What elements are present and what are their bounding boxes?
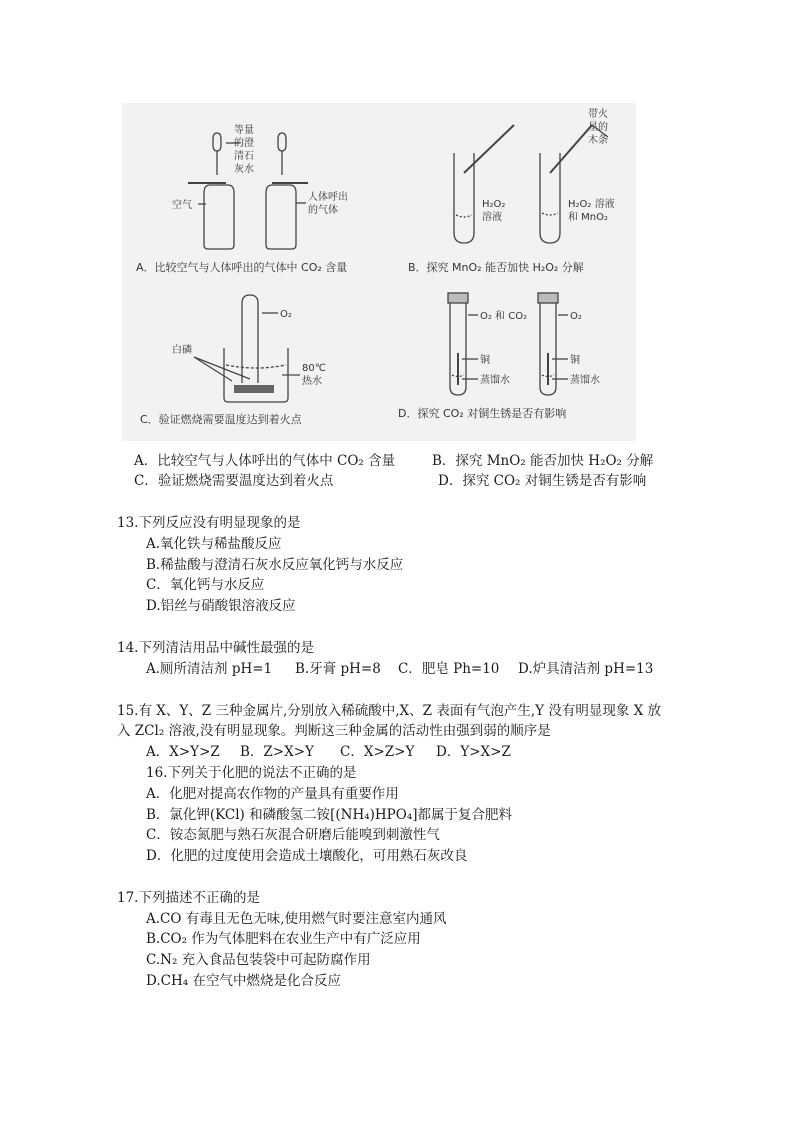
q16-stem: 16.下列关于化肥的说法不正确的是 — [146, 765, 357, 781]
q17-stem: 17.下列描述不正确的是 — [117, 890, 260, 906]
q15-stem-line-2: 入 ZCl₂ 溶液,没有明显现象。判断这三种金属的活动性由强到弱的顺序是 — [117, 723, 551, 739]
d-label-o2: O₂ — [570, 311, 582, 322]
b-label-mix-2: 和 MnO₂ — [568, 212, 609, 223]
a-label-exhaled-1: 人体呼出 — [308, 192, 348, 203]
d-label-water-2: 蒸馏水 — [570, 375, 600, 386]
a-label-air: 空气 — [172, 200, 192, 211]
d-label-water-1: 蒸馏水 — [480, 375, 510, 386]
c-label-temp: 80℃ — [302, 363, 326, 374]
d-label-cu-1: 铜 — [480, 355, 490, 366]
b-label-h2o2-2: 溶液 — [482, 212, 502, 223]
q15-option-d: D．Y>X>Z — [436, 744, 511, 760]
q13-option-b: B.稀盐酸与澄清石灰水反应氧化钙与水反应 — [146, 557, 404, 573]
q13-option-c: C．氧化钙与水反应 — [146, 577, 265, 593]
q17-option-d: D.CH₄ 在空气中燃烧是化合反应 — [146, 973, 341, 989]
q12-option-c: C．验证燃烧需要温度达到着火点 — [134, 473, 334, 489]
q14-option-c: C．肥皂 Ph=10 — [398, 661, 500, 677]
q17-option-c: C.N₂ 充入食品包装袋中可起防腐作用 — [146, 952, 371, 968]
d-label-cu-2: 铜 — [570, 355, 580, 366]
q12-option-d: D．探究 CO₂ 对铜生锈是否有影响 — [438, 473, 647, 489]
a-label-exhaled-2: 的气体 — [308, 205, 338, 216]
q13-option-a: A.氧化铁与稀盐酸反应 — [146, 536, 282, 552]
q17-option-a: A.CO 有毒且无色无味,使用燃气时要注意室内通风 — [146, 911, 447, 927]
q15-option-b: B．Z>X>Y — [240, 744, 314, 760]
q15-option-c: C．X>Z>Y — [340, 744, 415, 760]
experiment-diagrams — [122, 103, 636, 441]
q14-stem: 14.下列清洁用品中碱性最强的是 — [117, 640, 314, 656]
q13-option-d: D.铝丝与硝酸银溶液反应 — [146, 598, 296, 614]
q15-stem-line-1: 15.有 X、Y、Z 三种金属片,分别放入稀硫酸中,X、Z 表面有气泡产生,Y 没有明显现象 X 放 — [117, 703, 662, 719]
d-label-o2-co2: O₂ 和 CO₂ — [480, 311, 528, 322]
q16-option-d: D．化肥的过度使用会造成土壤酸化，可用熟石灰改良 — [146, 848, 468, 864]
q14-option-a: A.厕所清洁剂 pH=1 — [146, 661, 273, 677]
a-label-equal: 等量 — [234, 125, 254, 136]
b-label-splint-3: 木条 — [588, 135, 608, 146]
experiment-figure — [122, 103, 636, 441]
b-label-h2o2-1: H₂O₂ — [482, 199, 506, 210]
a-label-clear: 清石 — [234, 151, 254, 162]
q14-option-d: D.炉具清洁剂 pH=13 — [518, 661, 654, 677]
c-label-white-p: 白磷 — [172, 345, 192, 356]
caption-b: B．探究 MnO₂ 能否加快 H₂O₂ 分解 — [408, 261, 584, 274]
q16-option-c: C．铵态氮肥与熟石灰混合研磨后能嗅到刺激性气 — [146, 827, 440, 843]
b-label-splint-1: 带火 — [588, 109, 608, 120]
q14-option-b: B.牙膏 pH=8 — [295, 661, 381, 677]
caption-c: C．验证燃烧需要温度达到着火点 — [140, 413, 302, 426]
a-label-lime: 灰水 — [234, 164, 254, 175]
b-label-splint-2: 星的 — [588, 122, 608, 133]
c-label-hot-water: 热水 — [302, 376, 322, 387]
q16-option-b: B．氯化钾(KCl) 和磷酸氢二铵[(NH₄)HPO₄]都属于复合肥料 — [146, 807, 513, 823]
caption-d: D．探究 CO₂ 对铜生锈是否有影响 — [398, 407, 567, 420]
panel-b-apparatus — [454, 125, 608, 243]
q13-stem: 13.下列反应没有明显现象的是 — [117, 515, 301, 531]
q12-option-b: B．探究 MnO₂ 能否加快 H₂O₂ 分解 — [432, 453, 654, 469]
q12-option-a: A．比较空气与人体呼出的气体中 CO₂ 含量 — [134, 453, 396, 469]
q16-option-a: A．化肥对提高农作物的产量具有重要作用 — [146, 786, 399, 802]
caption-a: A．比较空气与人体呼出的气体中 CO₂ 含量 — [136, 261, 348, 274]
q15-option-a: A．X>Y>Z — [146, 744, 220, 760]
q17-option-b: B.CO₂ 作为气体肥料在农业生产中有广泛应用 — [146, 931, 421, 947]
c-label-o2: O₂ — [280, 309, 292, 320]
a-label-of: 的澄 — [234, 138, 254, 149]
b-label-mix-1: H₂O₂ 溶液 — [568, 199, 615, 210]
